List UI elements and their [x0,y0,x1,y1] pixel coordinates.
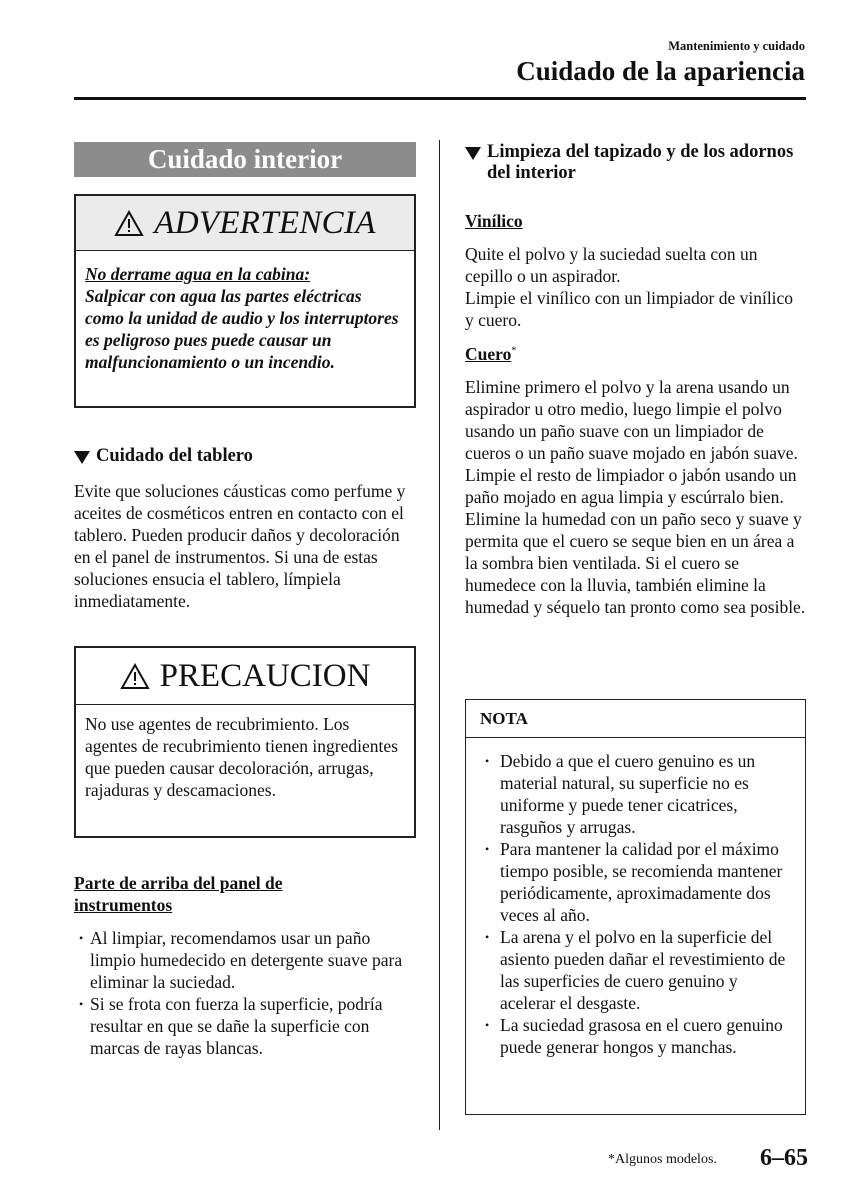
dashboard-heading-text: Cuidado del tablero [96,446,253,466]
list-item: • Al limpiar, recomendamos usar un paño limpio humedecido en detergente suave para eliminar la suciedad. [74,927,412,993]
caution-title: PRECAUCION [159,657,371,694]
section-banner: Cuidado interior [74,142,416,177]
note-list [466,738,805,1058]
leather-heading [465,343,806,365]
footnote-mark: * [511,345,517,357]
footnote: *Algunos modelos. [608,1152,717,1167]
upholstery-heading [465,142,806,184]
top-panel-list [74,927,412,1059]
list-item: • La arena y el polvo en la superficie del asiento pueden dañar el revestimiento de las superficies de cuero genuino y acelerar el desgaste. [480,926,795,1014]
note-title: NOTA [466,700,805,738]
caution-triangle-icon [120,663,150,690]
list-item: • Si se frota con fuerza la superficie, podría resultar en que se dañe la superficie con marcas de rayas blancas. [74,993,412,1059]
vinyl-paragraph: Limpie el vinílico con un limpiador de vinílico y cuero. [465,288,794,330]
leather-paragraph: Limpie el resto de limpiador o jabón usando un paño mojado en agua limpia y escúrralo bien. [465,465,797,507]
warning-box [74,194,416,408]
warning-body [76,251,414,373]
leather-paragraph: Elimine la humedad con un paño seco y suave y permita que el cuero se seque bien en un área a la sombra bien ventilada. Si el cuero se humedece con la lluvia, también elimine la humedad y séquelo tan pronto como sea posible. [465,509,806,617]
column-divider [439,140,440,1130]
warning-title: ADVERTENCIA [154,204,376,241]
page-number: 6–65 [760,1145,808,1171]
chapter-label: Mantenimiento y cuidado [668,39,805,53]
vinyl-paragraph: Quite el polvo y la suciedad suelta con un cepillo o un aspirador. [465,244,758,286]
leather-paragraph: Elimine primero el polvo y la arena usando un aspirador u otro medio, luego limpie el polvo usando un paño suave con un limpiador de cueros o un paño suave mojado en jabón suave. [465,377,798,463]
section-marker-icon [74,451,90,464]
upholstery-heading-text: Limpieza del tapizado y de los adornos del interior [487,142,794,183]
caution-box [74,646,416,838]
header-rule [74,97,806,100]
section-marker-icon [465,147,481,160]
warning-lead: No derrame agua en la cabina: [85,264,311,284]
list-item: • Debido a que el cuero genuino es un material natural, su superficie no es uniforme y puede tener cicatrices, rasguños y arrugas. [480,750,795,838]
vinyl-text [465,243,806,331]
list-item: • Para mantener la calidad por el máximo tiempo posible, se recomienda mantener periódicamente, aproximadamente dos veces al año. [480,838,795,926]
leather-text [465,376,806,618]
warning-triangle-icon [114,210,144,237]
warning-header [76,196,414,251]
vinyl-heading: Vinílico [465,211,523,231]
warning-text: Salpicar con agua las partes eléctricas como la unidad de audio y los interruptores es peligroso pues puede causar un malfuncionamiento o un incendio. [85,286,399,372]
dashboard-text: Evite que soluciones cáusticas como perfume y aceites de cosméticos entren en contacto con el tablero. Pueden producir daños y decoloración en el panel de instrumentos. Si una de estas soluciones ensucia el tablero, límpiela inmediatamente. [74,481,406,611]
caution-header [76,648,414,705]
note-box [465,699,806,1115]
leather-heading-text: Cuero [465,344,512,364]
caution-text: No use agentes de recubrimiento. Los agentes de recubrimiento tienen ingredientes que pueden causar decoloración, arrugas, rajaduras y descamaciones. [85,714,398,800]
top-panel-heading: Parte de arriba del panel de instrumentos [74,873,283,915]
page-title: Cuidado de la apariencia [516,56,805,86]
dashboard-heading [74,446,416,467]
list-item: • La suciedad grasosa en el cuero genuino puede generar hongos y manchas. [480,1014,795,1058]
